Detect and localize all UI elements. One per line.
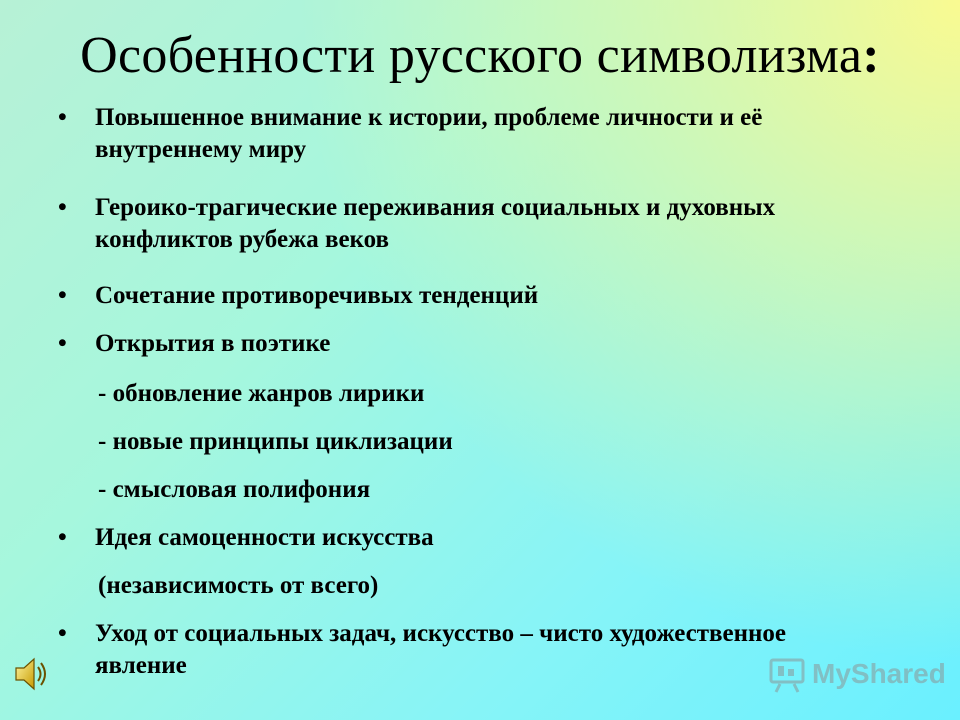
sub-item — [58, 378, 918, 410]
sub-item — [58, 474, 918, 506]
slideshow-icon — [768, 654, 808, 694]
list-item — [58, 522, 918, 554]
list-item-text: Повышенное внимание к истории, проблеме личности и её внутреннему миру — [95, 104, 763, 163]
bullet-marker: • — [58, 524, 67, 551]
list-item-text: Идея самоценности искусства — [95, 524, 434, 551]
sub-item-text: - обновление жанров лирики — [98, 380, 425, 407]
sub-item — [58, 426, 918, 458]
slide-title-text: Особенности русского символизма — [80, 27, 863, 84]
bullet-marker: • — [58, 330, 67, 357]
slide-title-colon: : — [862, 27, 880, 84]
speaker-icon[interactable] — [12, 654, 50, 694]
bullet-marker: • — [58, 104, 67, 131]
list-item-text: Открытия в поэтике — [95, 330, 331, 357]
paren-item — [58, 570, 918, 602]
bullet-marker: • — [58, 282, 67, 309]
slide-title — [0, 26, 960, 86]
list-item — [58, 280, 918, 312]
watermark-text: MyShared — [812, 658, 946, 689]
list-item-text: Героико-трагические переживания социальных и духовных конфликтов рубежа веков — [95, 194, 776, 253]
list-item-text: Сочетание противоречивых тенденций — [95, 282, 539, 309]
bullet-list — [58, 102, 918, 682]
bullet-marker: • — [58, 194, 67, 221]
list-item — [58, 102, 918, 166]
watermark — [768, 654, 946, 694]
paren-item-text: (независимость от всего) — [98, 572, 379, 599]
list-item — [58, 192, 918, 256]
sub-item-text: - смысловая полифония — [98, 476, 371, 503]
sub-item-text: - новые принципы циклизации — [98, 428, 453, 455]
list-item — [58, 328, 918, 360]
bullet-marker: • — [58, 620, 67, 647]
list-item-text: Уход от социальных задач, искусство – чисто художественное явление — [95, 620, 787, 679]
